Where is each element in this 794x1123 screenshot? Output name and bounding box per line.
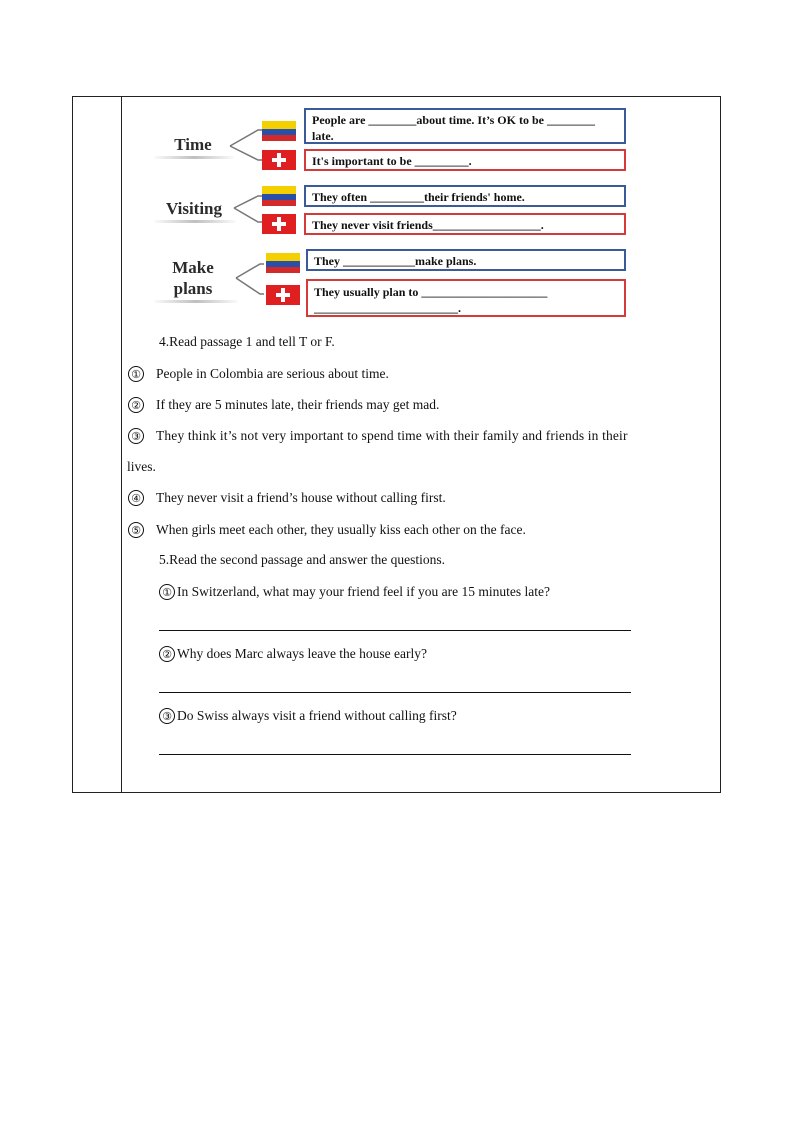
topic-visiting: Visiting — [165, 199, 223, 218]
item-number: ② — [128, 397, 144, 413]
item-text: They never visit a friend’s house without calling first. — [156, 490, 446, 505]
tf-item — [128, 397, 439, 414]
question — [159, 584, 550, 601]
plans-colombia-box: They ____________make plans. — [306, 249, 626, 271]
question — [159, 708, 457, 725]
topic-time: Time — [174, 135, 212, 154]
item-number: ⑤ — [128, 522, 144, 538]
topic-underline — [154, 300, 238, 303]
question-number: ② — [159, 646, 175, 662]
question-text: In Switzerland, what may your friend feel if you are 15 minutes late? — [177, 584, 550, 599]
plans-switzerland-box: They usually plan to _____________________ ________________________. — [306, 279, 626, 317]
topic-make-plans: Make plans — [172, 258, 214, 298]
visiting-colombia-box: They often _________their friends' home. — [304, 185, 626, 207]
item-text: When girls meet each other, they usually kiss each other on the face. — [156, 522, 526, 537]
question-text: Do Swiss always visit a friend without calling first? — [177, 708, 457, 723]
item-number: ① — [128, 366, 144, 382]
answer-line[interactable] — [159, 692, 631, 693]
tf-item — [128, 490, 446, 507]
item-number: ③ — [128, 428, 144, 444]
question-number: ③ — [159, 708, 175, 724]
tf-item — [128, 428, 628, 445]
column-divider — [121, 97, 122, 792]
task5-heading: 5.Read the second passage and answer the questions. — [159, 552, 446, 567]
item-text: People in Colombia are serious about time. — [156, 366, 389, 381]
topic-underline — [154, 156, 234, 159]
visiting-switzerland-box: They never visit friends__________________. — [304, 213, 626, 235]
question-number: ① — [159, 584, 175, 600]
switzerland-flag-icon — [262, 150, 296, 170]
time-switzerland-box: It's important to be _________. — [304, 149, 626, 171]
colombia-flag-icon — [262, 186, 296, 206]
topic-underline — [154, 220, 236, 223]
item-number: ④ — [128, 490, 144, 506]
tf-item — [128, 366, 389, 383]
question-text: Why does Marc always leave the house early? — [177, 646, 428, 661]
culture-mind-map — [150, 104, 630, 319]
time-colombia-box: People are ________about time. It’s OK to be ________ late. — [304, 108, 626, 144]
answer-line[interactable] — [159, 754, 631, 755]
question — [159, 646, 427, 663]
tf-item — [128, 522, 526, 539]
answer-line[interactable] — [159, 630, 631, 631]
item-text: If they are 5 minutes late, their friends may get mad. — [156, 397, 440, 412]
task4-heading: 4.Read passage 1 and tell T or F. — [159, 334, 335, 349]
item-text: They think it’s not very important to spend time with their family and friends in their — [156, 428, 628, 443]
switzerland-flag-icon — [266, 285, 300, 305]
switzerland-flag-icon — [262, 214, 296, 234]
colombia-flag-icon — [266, 253, 300, 273]
tf-item-continuation: lives. — [127, 459, 156, 474]
colombia-flag-icon — [262, 121, 296, 141]
